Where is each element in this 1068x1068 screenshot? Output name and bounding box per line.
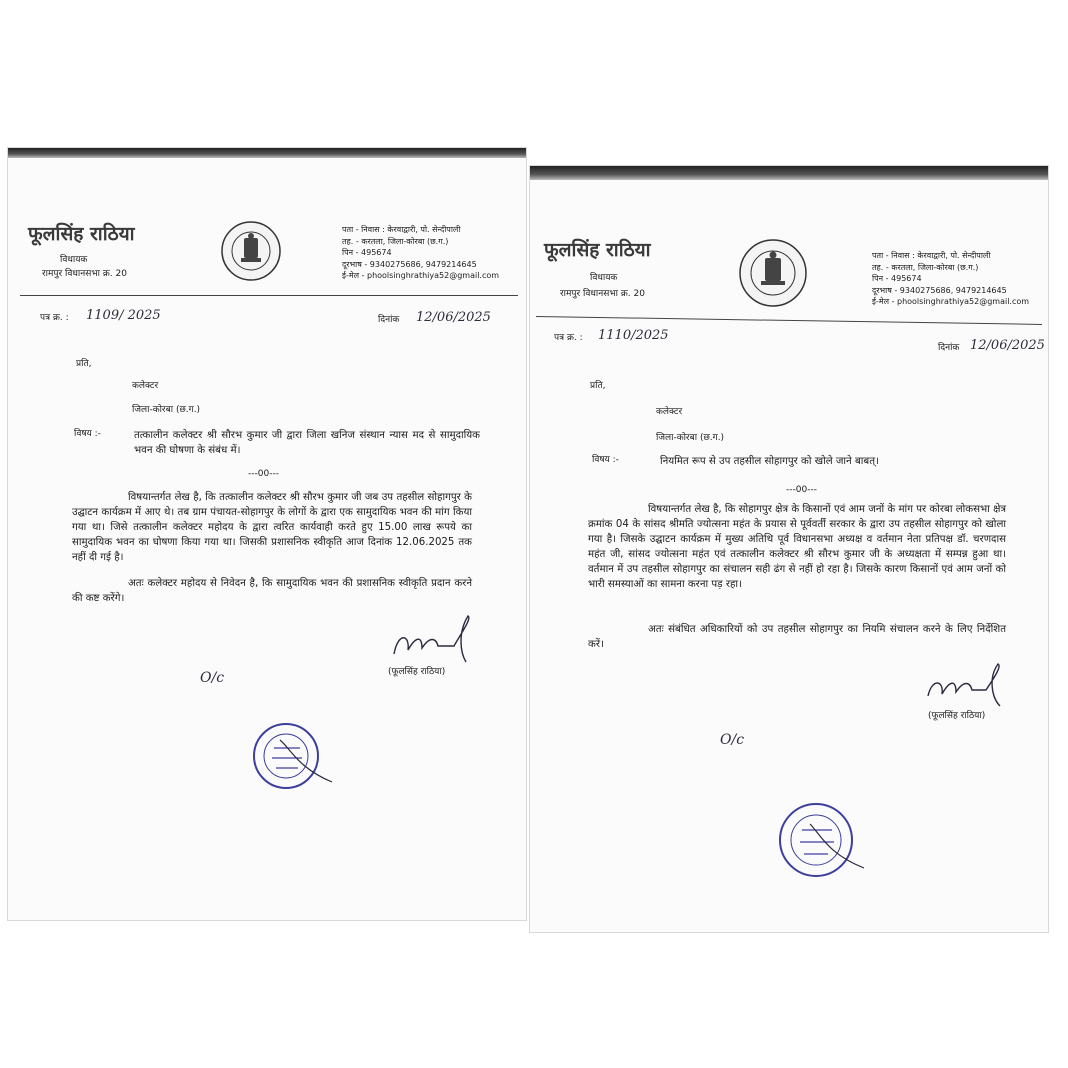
address-line: पिन - 495674	[342, 248, 392, 257]
address-line: पता - निवास : केरवाद्वारी, पो. सेन्दीपाली	[872, 251, 991, 260]
letter-number: 1110/2025	[598, 328, 669, 343]
address-line: पता - निवास : केरवाद्वारी, पो. सेन्दीपाली	[342, 225, 461, 234]
recipient: कलेक्टर	[132, 381, 159, 391]
letter-page-1	[8, 148, 526, 920]
subject-text: नियमित रूप से उप तहसील सोहागपुर को खोले जाने बाबत्।	[660, 456, 879, 467]
letter-page-2	[530, 166, 1048, 932]
letter-number-label: पत्र क्र. :	[554, 333, 583, 343]
subject-label: विषय :-	[592, 455, 619, 465]
separator: ---00---	[786, 485, 817, 495]
date-label: दिनांक	[938, 343, 960, 353]
scan-edge	[530, 166, 1048, 180]
subject-text: तत्कालीन कलेक्टर श्री सौरभ कुमार जी द्वारा जिला खनिज संस्थान न्यास मद से सामुदायिक भवन की घोषणा के संबंध में।	[134, 430, 480, 456]
letterhead-address	[872, 250, 1029, 308]
address-line: ई-मेल - phoolsinghrathiya52@gmail.com	[342, 271, 500, 280]
address-line: तह. - करतला, जिला-कोरबा (छ.ग.)	[872, 262, 979, 272]
letter-number-label: पत्र क्र. :	[40, 313, 69, 323]
letter-number: 1109/ 2025	[86, 308, 161, 323]
oc-note: O/c	[200, 670, 225, 686]
assembly-seal-emblem	[220, 220, 282, 282]
letterhead-name: फूलसिंह राठिया	[544, 239, 651, 261]
address-line: दूरभाष - 9340275686, 9479214645	[342, 259, 477, 269]
letterhead-name: फूलसिंह राठिया	[28, 223, 135, 245]
date-label: दिनांक	[378, 315, 400, 325]
body-paragraph: विषयान्तर्गत लेख है, कि सोहागपुर क्षेत्र के किसानों एवं आम जनों के मांग पर कोरबा लोकसभा क्षेत्र क्रमांक 04 के सांसद श्रीमति ज्योत्सना महंत के प्रयास से पूर्ववर्ती सरकार के द्वारा उप तहसील सोहागपुर को खोला गया है। जिसके उद्घाटन कार्यक्रम में मुख्य अतिथि पूर्व विधानसभा अध्यक्ष व वर्तमान नेता प्रतिपक्ष डॉ. चरणदास महंत जी, सांसद ज्योत्सना महंत एवं तत्कालीन कलेक्टर श्री सौरभ कुमार जी के अध्यक्षता में सम्पन्न हुआ था। वर्तमान में उप तहसील सोहागपुर का संचालन सही ढंग से नहीं हो रहा है। जिसके कारण किसानों एवं आम जनों को भारी समस्याओं का सामना करना पड़ रहा।	[588, 504, 1006, 590]
body-paragraph: अतः संबंधित अधिकारियों को उप तहसील सोहागपुर का नियमि संचालन करने के लिए निर्देशित करें।	[588, 624, 1006, 650]
scan-edge	[8, 148, 526, 158]
letter-date: 12/06/2025	[970, 338, 1045, 353]
body-paragraph: अतः कलेक्टर महोदय से निवेदन है, कि सामुदायिक भवन की प्रशासनिक स्वीकृति प्रदान करने की कष्ट करेंगे।	[72, 578, 472, 604]
separator: ---00---	[248, 469, 279, 479]
letterhead-constituency: रामपुर विधानसभा क्र. 20	[42, 269, 127, 279]
address-line: पिन - 495674	[872, 274, 922, 283]
signature-mark	[922, 662, 1022, 712]
oc-note: O/c	[720, 732, 745, 748]
signatory-name: (फूलसिंह राठिया)	[388, 667, 446, 677]
body-paragraph: विषयान्तर्गत लेख है, कि तत्कालीन कलेक्टर श्री सौरभ कुमार जी जब उप तहसील सोहागपुर के उद्घाटन कार्यक्रम में आए थे। तब ग्राम पंचायत-सोहागपुर के लोगों के द्वारा एक सामुदायिक भवन की मांग किया गया था। जिसे तत्कालीन कलेक्टर महोदय के द्वारा त्वरित कार्यवाही करते हुए 15.00 लाख रूपये का सामुदायिक भवन का घोषणा किया गया था। जिसकी प्रशासनिक स्वीकृति आज दिनांक 12.06.2025 तक नहीं दी गई है।	[72, 492, 472, 563]
letterhead-designation: विधायक	[590, 273, 618, 283]
letterhead-address	[342, 224, 499, 282]
signatory-name: (फूलसिंह राठिया)	[928, 711, 986, 721]
letterhead-constituency: रामपुर विधानसभा क्र. 20	[560, 289, 645, 299]
header-divider	[20, 295, 518, 296]
salutation-to: प्रति,	[76, 359, 92, 369]
address-line: तह. - करतला, जिला-कोरबा (छ.ग.)	[342, 236, 449, 246]
letter-date: 12/06/2025	[416, 310, 491, 325]
letterhead-designation: विधायक	[60, 255, 88, 265]
recipient: कलेक्टर	[656, 407, 683, 417]
salutation-to: प्रति,	[590, 381, 606, 391]
recipient-district: जिला-कोरबा (छ.ग.)	[656, 433, 725, 443]
header-divider	[536, 316, 1042, 325]
subject-label: विषय :-	[74, 429, 101, 439]
office-receipt-stamp	[246, 718, 338, 796]
address-line: दूरभाष - 9340275686, 9479214645	[872, 285, 1007, 295]
office-receipt-stamp	[774, 798, 874, 882]
assembly-seal-emblem	[738, 238, 808, 308]
recipient-district: जिला-कोरबा (छ.ग.)	[132, 405, 201, 415]
signature-mark	[388, 612, 488, 666]
address-line: ई-मेल - phoolsinghrathiya52@gmail.com	[872, 297, 1030, 306]
